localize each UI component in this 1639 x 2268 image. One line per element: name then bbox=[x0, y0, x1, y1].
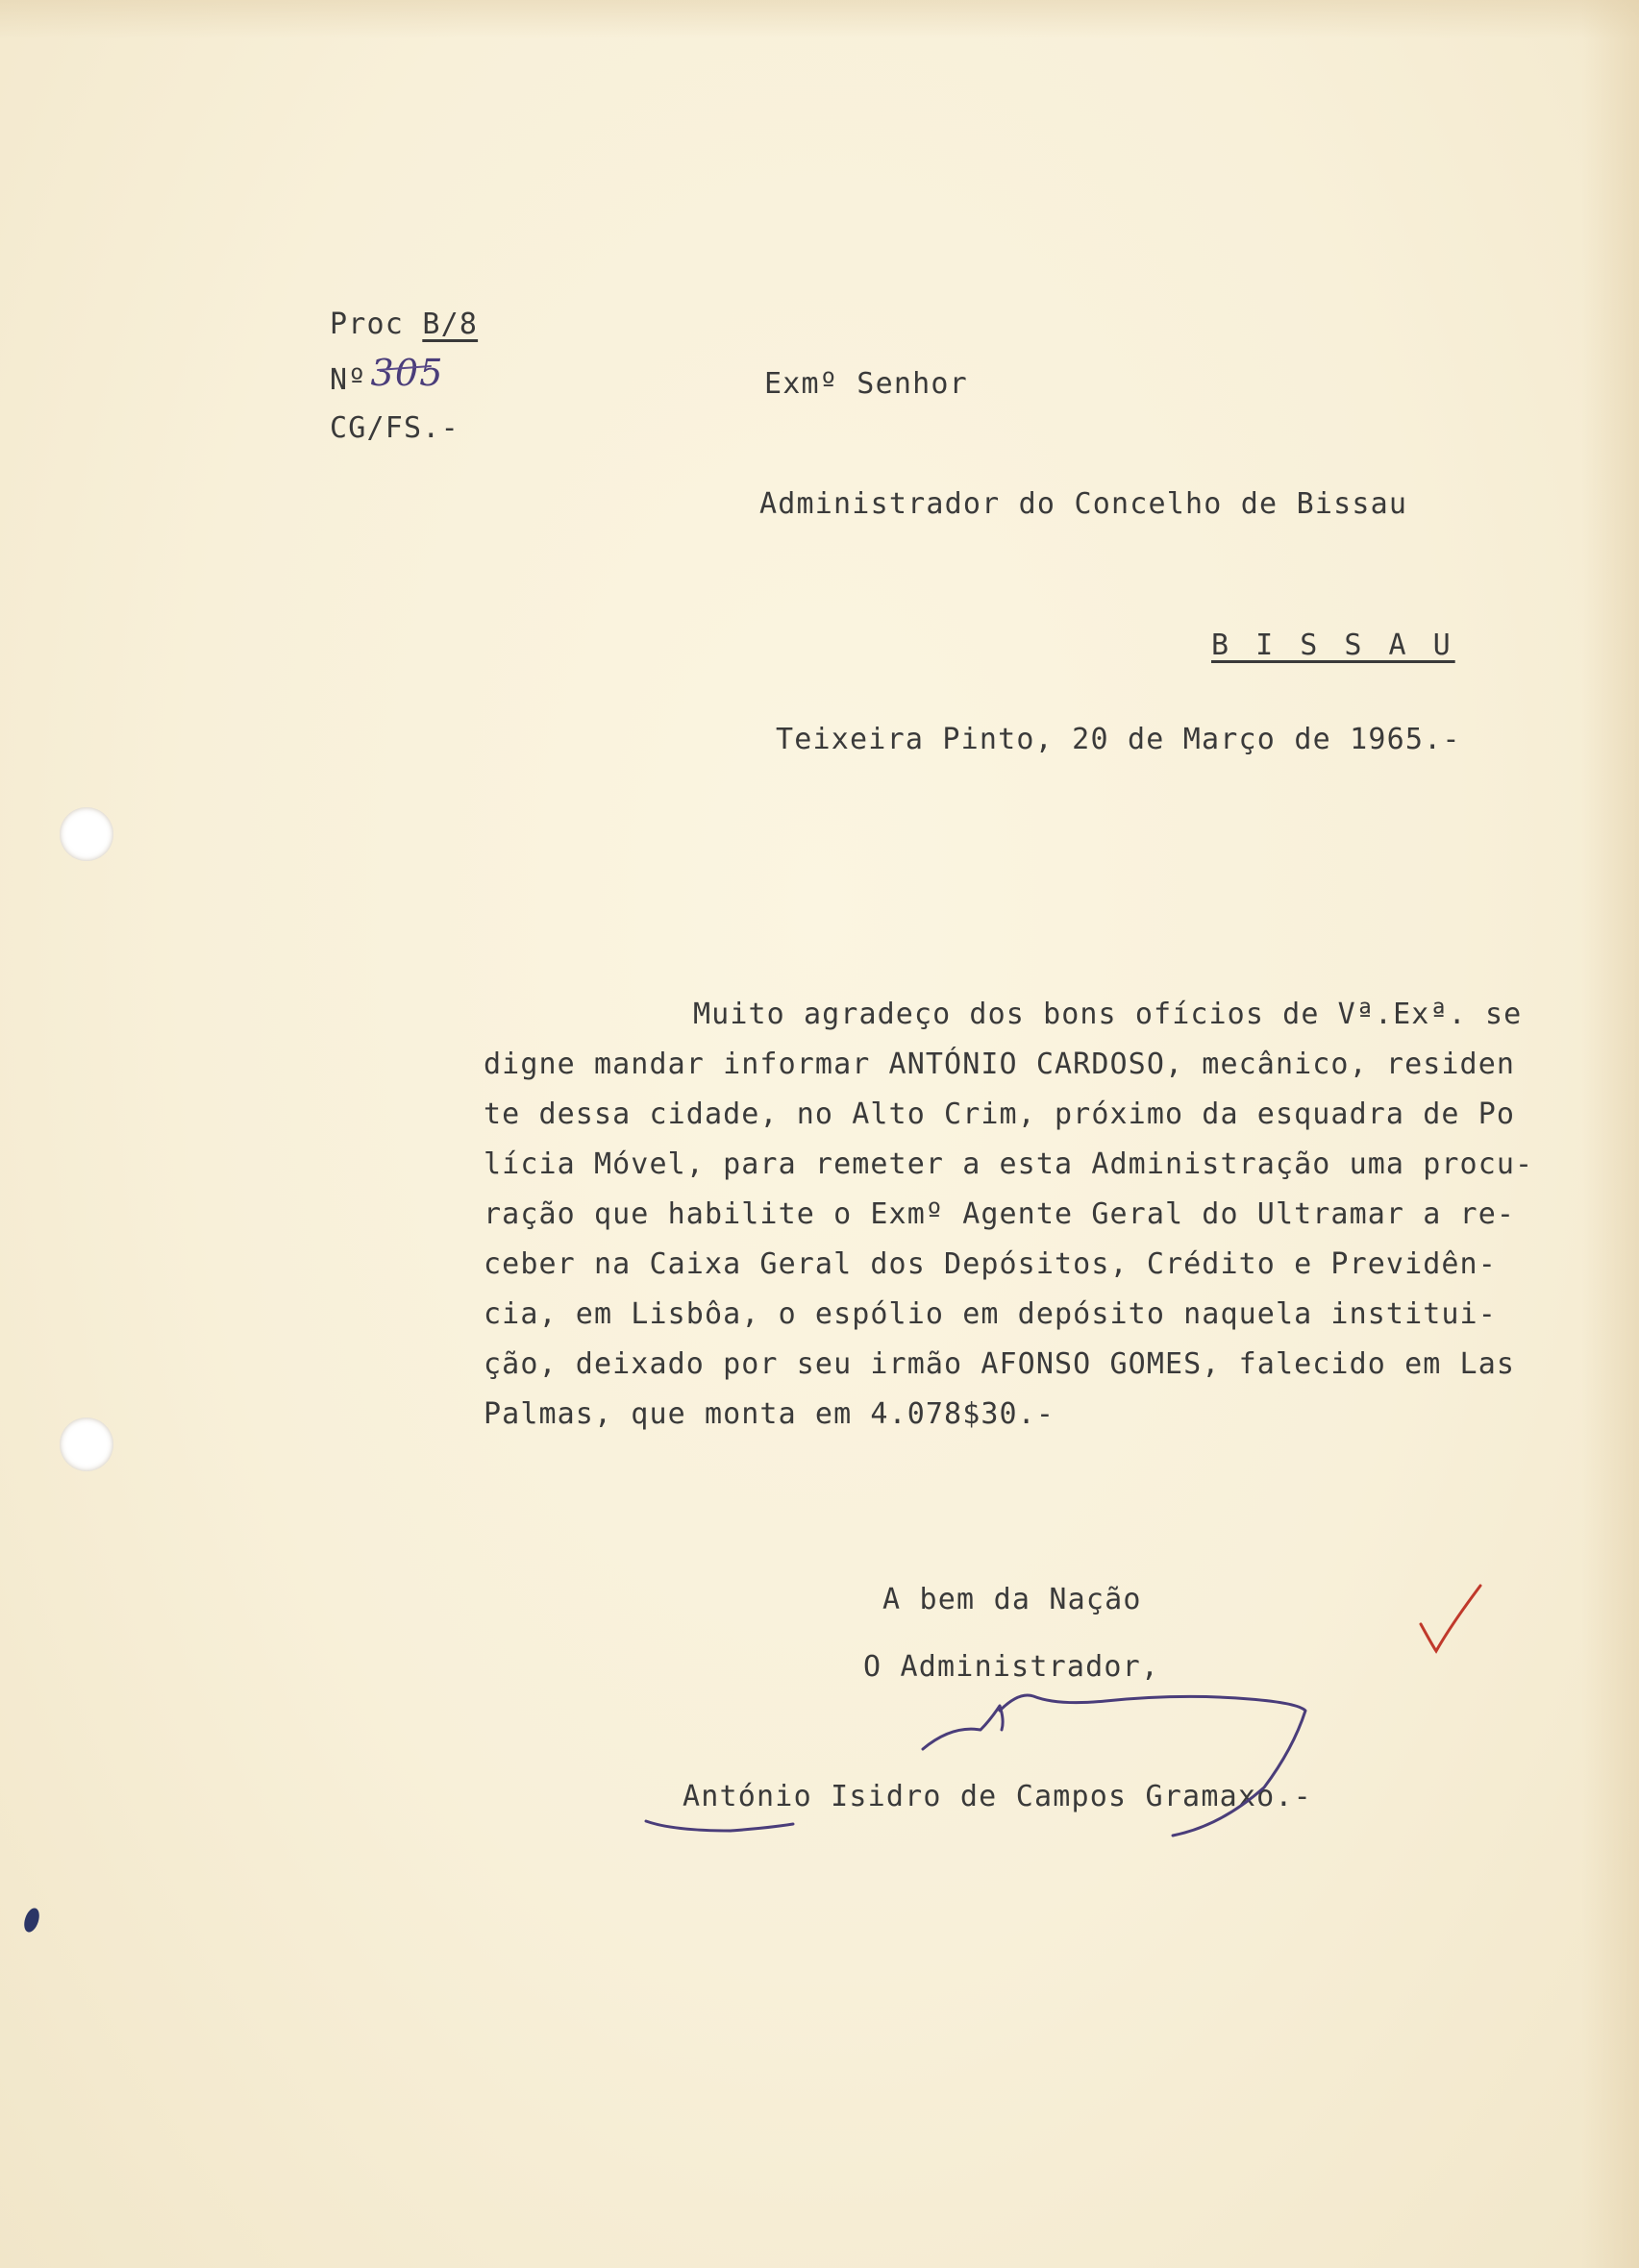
body-line: Palmas, que monta em 4.078$30.- bbox=[484, 1397, 1055, 1431]
body-line: ceber na Caixa Geral dos Depósitos, Crédito e Previdên- bbox=[484, 1247, 1497, 1281]
check-mark-icon bbox=[1421, 1586, 1480, 1651]
body-line: cia, em Lisbôa, o espólio em depósito naquela institui- bbox=[484, 1297, 1497, 1331]
number-underline-icon bbox=[378, 366, 431, 370]
body-line: te dessa cidade, no Alto Crim, próximo da esquadra de Po bbox=[484, 1097, 1516, 1131]
closing-formula: A bem da Nação bbox=[882, 1583, 1142, 1616]
recipient: Administrador do Concelho de Bissau bbox=[759, 487, 1408, 521]
signatory-title: O Administrador, bbox=[863, 1650, 1160, 1684]
handwritten-number: 305 bbox=[370, 352, 444, 394]
signatory-name: António Isidro de Campos Gramaxo.- bbox=[683, 1780, 1312, 1813]
office-code: CG/FS.- bbox=[330, 411, 459, 445]
signature-flourish-icon bbox=[646, 1821, 793, 1831]
number-label: Nº bbox=[330, 363, 367, 397]
body-line: Muito agradeço dos bons ofícios de Vª.Exª. se bbox=[693, 998, 1523, 1031]
proc-label: Proc bbox=[330, 308, 405, 341]
recipient-city: B I S S A U bbox=[1211, 629, 1455, 662]
body-line: ração que habilite o Exmº Agente Geral do Ultramar a re- bbox=[484, 1197, 1516, 1231]
proc-value: B/8 bbox=[422, 308, 479, 341]
body-line: lícia Móvel, para remeter a esta Administração uma procu- bbox=[484, 1147, 1534, 1181]
salutation: Exmº Senhor bbox=[764, 367, 968, 401]
date-line: Teixeira Pinto, 20 de Março de 1965.- bbox=[776, 723, 1461, 756]
body-line: ção, deixado por seu irmão AFONSO GOMES, falecido em Las bbox=[484, 1347, 1516, 1381]
signature-icon bbox=[923, 1695, 1305, 1836]
body-line: digne mandar informar ANTÓNIO CARDOSO, mecânico, residen bbox=[484, 1048, 1516, 1081]
